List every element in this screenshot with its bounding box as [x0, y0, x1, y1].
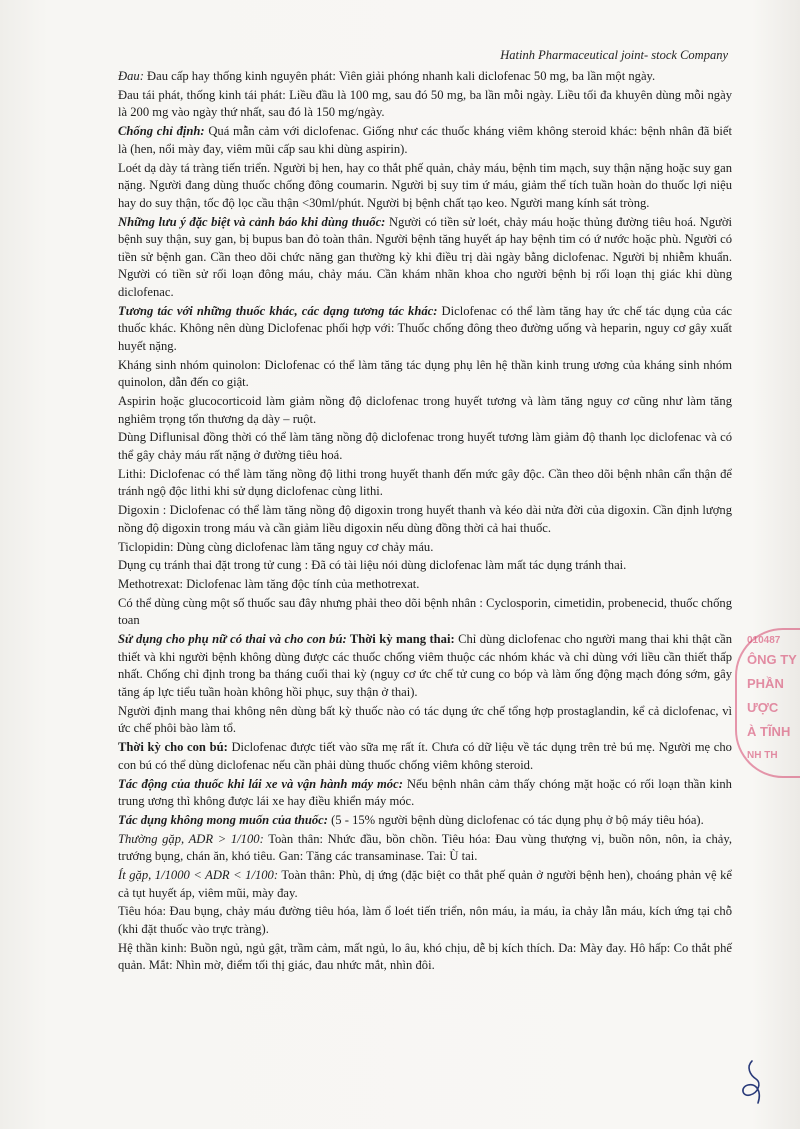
paragraph-warnings: Những lưu ý đặc biệt và cảnh báo khi dùng thuốc: Người có tiền sử loét, chảy máu hoặc thủng đường tiêu hoá. Người bệnh suy thận, suy gan, bị bupus ban đỏ toàn thân. Người bệnh tăng huyết áp hay bệnh tim có ứ nước hoặc phù. Người có tiền sử bệnh gan. Cần theo dõi chức năng gan thường kỳ khi điều trị dài ngày bằng diclofenac. Người bị nhiễm khuẩn. Người có tiền sử rối loạn đông máu, chảy máu. Cần khám nhãn khoa cho người bệnh bị rối loạn thị giác khi dùng diclofenac.: [118, 214, 732, 299]
paragraph-adverse-effects: Tác dụng không mong muốn của thuốc: (5 - 15% người bệnh dùng diclofenac có tác dụng phụ ở bộ máy tiêu hóa).: [118, 812, 704, 827]
paragraph-lactation: Thời kỳ cho con bú: Diclofenac được tiết vào sữa mẹ rất ít. Chưa có dữ liệu về tác dụng trên trẻ bú mẹ. Người mẹ cho con bú có thể dùng diclofenac nếu cần phải dùng thuốc chống viêm không steroid.: [118, 740, 732, 772]
paragraph-pregnancy-planning: Người định mang thai không nên dùng bất kỳ thuốc nào có tác dụng ức chế tổng hợp prostaglandin, kể cả diclofenac, vì ức chế phôi bào làm tổ.: [118, 703, 732, 736]
paragraph-dosage-pain: Đau: Đau cấp hay thống kinh nguyên phát: Viên giải phóng nhanh kali diclofenac 50 mg, ba lần một ngày.: [118, 69, 656, 83]
paragraph-lithi: Lithi: Diclofenac có thể làm tăng nồng độ lithi trong huyết thanh đến mức gây độc. Cần theo dõi bệnh nhân cẩn thận để tránh ngộ độc lithi khi sử dụng diclofenac cùng lithi.: [118, 466, 732, 499]
signature-icon: [732, 1057, 772, 1107]
paragraph-nervous-adr: Hệ thần kinh: Buồn ngủ, ngủ gật, trầm cảm, mất ngủ, lo âu, khó chịu, dễ bị kích thích. Da: Mày đay. Hô hấp: Co thắt phế quản. Mắt: Nhìn mờ, điểm tối thị giác, đau nhức mắt, nhìn đôi.: [118, 940, 732, 973]
paragraph-digoxin: Digoxin : Diclofenac có thể làm tăng nồng độ digoxin trong huyết thanh và kéo dài nửa đời của digoxin. Cần định lượng nồng độ digoxin trong máu và cần giảm liều digoxin nếu dùng đồng thời cả hai thuốc.: [118, 503, 732, 535]
stamp-line: PHẦN: [747, 676, 784, 691]
paragraph-dosage-recurrent: Đau tái phát, thống kinh tái phát: Liều đầu là 100 mg, sau đó 50 mg, ba lần mỗi ngày. Liều tối đa khuyên dùng mỗi ngày là 200 mg vào ngày thứ nhất, sau đó là 150 mg/ngày.: [118, 87, 732, 120]
paragraph-iud: Dụng cụ tránh thai đặt trong tử cung : Đã có tài liệu nói dùng diclofenac làm mất tác dụng tránh thai.: [118, 558, 627, 573]
paragraph-contraindications: Chống chỉ định: Quá mẫn cảm với diclofenac. Giống như các thuốc kháng viêm không steroid khác: bệnh nhân đã biết là (hen, nổi mày đay, viêm mũi cấp sau khi dùng aspirin).: [118, 124, 732, 156]
paragraph-quinolon: Kháng sinh nhóm quinolon: Diclofenac có thể làm tăng tác dụng phụ lên hệ thần kinh trung ương của kháng sinh nhóm quinolon, dẫn đến co giật.: [118, 357, 732, 390]
paragraph-digestive-adr: Tiêu hóa: Đau bụng, chảy máu đường tiêu hóa, làm ổ loét tiến triển, nôn máu, ỉa máu, ỉa chảy lẫn máu, kích ứng tại chỗ (khi đặt thuốc vào trực tràng).: [118, 904, 732, 937]
paragraph-methotrexat: Methotrexat: Diclofenac làm tăng độc tính của methotrexat.: [118, 577, 420, 592]
paragraph-aspirin: Aspirin hoặc glucocorticoid làm giảm nồng độ diclofenac trong huyết tương và làm tăng nguy cơ cũng như làm tăng nghiêm trọng tổn thương dạ dày – ruột.: [118, 394, 732, 426]
paragraph-driving: Tác động của thuốc khi lái xe và vận hành máy móc: Nếu bệnh nhân cảm thấy chóng mặt hoặc có rối loạn thần kinh trung ương thì không được lái xe hay điều khiển máy móc.: [118, 776, 732, 809]
paragraph-monitoring: Có thể dùng cùng một số thuốc sau đây nhưng phải theo dõi bệnh nhân : Cyclosporin, cimetidin, probenecid, thuốc chống toan: [118, 595, 732, 628]
company-header: Hatinh Pharmaceutical joint- stock Company: [500, 48, 728, 62]
stamp-line: NH TH: [747, 750, 778, 761]
stamp-line: ƯỢC: [747, 700, 779, 715]
stamp-line: À TĨNH: [747, 724, 791, 739]
paragraph-uncommon-adr: Ít gặp, 1/1000 < ADR < 1/100: Toàn thân: Phù, dị ứng (đặc biệt co thắt phế quản ở người bệnh hen), choáng phản vệ kể cả tụt huyết áp, viêm mũi, mày đay.: [118, 868, 732, 900]
stamp-line: ÔNG TY: [747, 652, 797, 667]
paragraph-interactions: Tương tác với những thuốc khác, các dạng tương tác khác: Diclofenac có thể làm tăng hay ức chế tác dụng của các thuốc khác. Không nên dùng Diclofenac phối hợp với: Thuốc chống đông theo đường uống và heparin, nguy cơ gây xuất huyết nặng.: [118, 303, 732, 353]
paragraph-pregnancy: Sử dụng cho phụ nữ có thai và cho con bú: Thời kỳ mang thai: Chỉ dùng diclofenac cho người mang thai khi thật cần thiết và khi người bệnh không dùng được các thuốc chống viêm thuộc các nhóm khác và chỉ dùng với liều cần thiết thấp nhất. Chống chỉ định trong ba tháng cuối thai kỳ (nguy cơ ức chế tử cung co bóp và làm ống động mạch đóng sớm, gây tăng áp lực tiểu tuần hoàn không hồi phục, suy thận ở thai).: [118, 632, 732, 699]
paragraph-common-adr: Thường gặp, ADR > 1/100: Toàn thân: Nhức đầu, bồn chồn. Tiêu hóa: Đau vùng thượng vị, buồn nôn, nôn, ỉa chảy, trướng bụng, chán ăn, khó tiêu. Gan: Tăng các transaminase. Tai: Ù tai.: [118, 831, 732, 864]
company-stamp: [735, 628, 800, 778]
paragraph-ticlopidin: Ticlopidin: Dùng cùng diclofenac làm tăng nguy cơ chảy máu.: [118, 539, 434, 554]
paragraph-diflunisal: Dùng Diflunisal đồng thời có thể làm tăng nồng độ diclofenac trong huyết tương làm giảm độ thanh lọc diclofenac và có thể gây chảy máu rất nặng ở đường tiêu hoá.: [118, 430, 732, 462]
stamp-line: 010487: [747, 635, 781, 646]
document-body: [118, 68, 732, 976]
paragraph-contraindications-cont: Loét dạ dày tá tràng tiến triển. Người bị hen, hay co thắt phế quản, chảy máu, bệnh tim mạch, suy thận nặng hoặc suy gan nặng. Người đang dùng thuốc chống đông coumarin. Người bị suy tim ứ máu, giảm thể tích tuần hoàn do thuốc lợi niệu hay do suy thận, tốc độ lọc cầu thận <30ml/phút. Người bị bệnh chất tạo keo. Người mang kính sát tròng.: [118, 160, 732, 210]
